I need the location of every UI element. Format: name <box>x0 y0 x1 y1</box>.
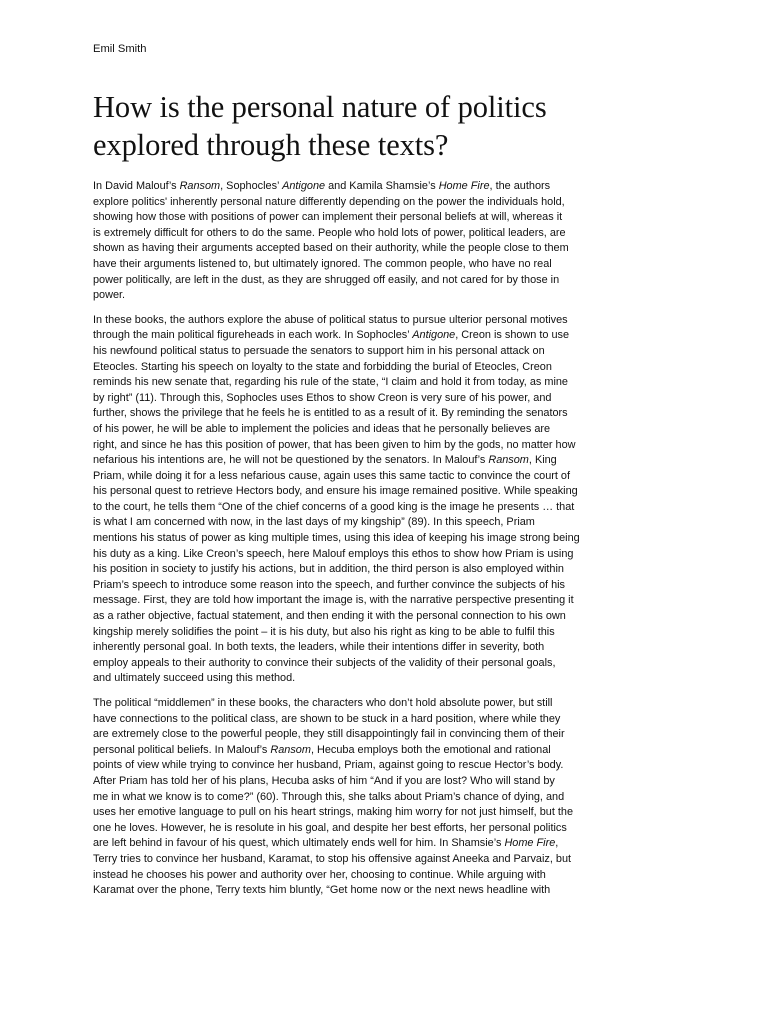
body-text: showing how those with positions of power can implement their personal beliefs at will, whereas it <box>93 211 563 224</box>
paragraph-line <box>93 241 658 257</box>
body-text: After Priam has told her of his plans, Hecuba asks of him “And if you are lost? Who will stand by <box>93 774 555 787</box>
body-text: his duty as a king. Like Creon’s speech, here Malouf employs this ethos to show how Priam is using <box>93 547 574 560</box>
body-text: further, shows the privilege that he feels he is entitled to as a result of it. By reminding the senators <box>93 407 568 420</box>
paragraph-line <box>93 696 658 712</box>
body-text: inherently personal goal. In both texts, the leaders, while their intentions differ in severity, both <box>93 641 545 654</box>
body-text: Priam’s speech to introduce some reason into the speech, and further convince the subjects of his <box>93 578 565 591</box>
body-text: right, and since he has this position of power, that has been given to him by the gods, no matter how <box>93 438 576 451</box>
body-text: In these books, the authors explore the abuse of political status to pursue ulterior personal motives <box>93 313 568 326</box>
paragraph-line <box>93 210 658 226</box>
paragraph-line <box>93 625 658 641</box>
paragraph-line <box>93 671 658 687</box>
paragraph-line <box>93 593 658 609</box>
paragraph-line <box>93 469 658 485</box>
paragraph-line <box>93 313 658 329</box>
italic-title-text: Antigone <box>412 329 456 342</box>
paragraph-line <box>93 609 658 625</box>
italic-title-text: Home Fire <box>438 180 490 192</box>
body-text: as a rather objective, factual statement, and then ending it with the personal connection to his own <box>93 610 566 623</box>
paragraph-line <box>93 273 658 289</box>
body-text: explore politics' inherently personal nature differently depending on the power the individuals hold, <box>93 195 565 208</box>
body-text: through the main political figureheads in each work. In Sophocles’ <box>93 329 413 342</box>
body-text: reminds his new senate that, regarding his rule of the state, “I claim and hold it from today, as mine <box>93 376 568 389</box>
paragraph-line <box>93 712 658 728</box>
body-text: nefarious his intentions are, he will not be questioned by the senators. In Malouf’s <box>93 454 489 467</box>
paragraph-line <box>93 821 658 837</box>
paragraph-line <box>93 640 658 656</box>
paragraph-line <box>93 226 658 242</box>
body-text: , the authors <box>489 180 551 192</box>
paragraph-line <box>93 391 658 407</box>
title-line: explored through these texts? <box>93 128 449 162</box>
body-text: , Sophocles’ <box>220 180 283 192</box>
paragraph-line <box>93 758 658 774</box>
body-text: personal political beliefs. In Malouf’s <box>93 743 271 756</box>
paragraph-line <box>93 179 658 195</box>
paragraph-line <box>93 484 658 500</box>
paragraph-line <box>93 578 658 594</box>
paragraph-line <box>93 531 658 547</box>
body-text: employ appeals to their authority to convince their subjects of the validity of their personal goals, <box>93 656 556 669</box>
paragraph-line <box>93 453 658 469</box>
body-text: of his power, he will be able to implement the policies and ideas that he personally believes are <box>93 422 551 435</box>
paragraph-line <box>93 344 658 360</box>
paragraph-line <box>93 743 658 759</box>
body-text: shown as having their arguments accepted based on their authority, while the people close to them <box>93 242 569 255</box>
paragraph-line <box>93 422 658 438</box>
paragraph-line <box>93 562 658 578</box>
title-line: How is the personal nature of politics <box>93 90 547 124</box>
body-text: his personal quest to retrieve Hectors body, and ensure his image remained positive. While speaking <box>93 485 578 498</box>
paragraph-line <box>93 836 658 852</box>
body-text: to the court, he tells them “One of the chief concerns of a good king is the image he presents … that <box>93 500 575 513</box>
italic-title-text: Home Fire <box>504 837 556 850</box>
paragraph-line <box>93 868 658 884</box>
body-text: power politically, are left in the dust, as they are shrugged off easily, and not cared for by those in <box>93 273 560 286</box>
body-text: , King <box>528 454 557 467</box>
body-text: uses her emotive language to pull on his heart strings, making him worry for not just himself, but the <box>93 806 574 819</box>
italic-title-text: Antigone <box>282 180 326 192</box>
body-text: , <box>555 837 559 850</box>
paragraph <box>93 179 658 304</box>
paragraph-line <box>93 883 658 899</box>
body-text: and Kamila Shamsie’s <box>325 180 439 192</box>
body-text: power. <box>93 289 126 302</box>
body-text: , Hecuba employs both the emotional and rational <box>310 743 551 756</box>
body-text: are extremely close to the powerful people, they still disappointingly fail in convincing them of their <box>93 728 565 741</box>
paragraph-line <box>93 406 658 422</box>
paragraph-line <box>93 774 658 790</box>
body-text: one he loves. However, he is resolute in his goal, and despite her best efforts, her personal politics <box>93 821 567 834</box>
italic-title-text: Ransom <box>270 743 311 756</box>
paragraph-line <box>93 852 658 868</box>
paragraph-line <box>93 727 658 743</box>
body-text: me in what we know is to come?” (60). Through this, she talks about Priam’s chance of dying, and <box>93 790 565 803</box>
paragraph-line <box>93 656 658 672</box>
paragraph-line <box>93 500 658 516</box>
essay-title <box>93 88 658 164</box>
body-text: points of view while trying to convince her husband, Priam, against going to rescue Hector’s body. <box>93 759 564 772</box>
body-text: kingship merely solidifies the point – it is his duty, but also his right as king to be able to fulfil this <box>93 625 555 638</box>
body-text: are left behind in favour of his quest, which ultimately ends well for him. In Shamsie’s <box>93 837 505 850</box>
author-name: Emil Smith <box>93 43 147 55</box>
paragraph-line <box>93 360 658 376</box>
body-text: In David Malouf’s <box>93 180 180 192</box>
paragraph-line <box>93 257 658 273</box>
body-text: his newfound political status to persuade the senators to support him in his personal attack on <box>93 344 545 357</box>
italic-title-text: Ransom <box>179 180 221 192</box>
essay-body <box>93 179 658 899</box>
italic-title-text: Ransom <box>488 454 529 467</box>
body-text: message. First, they are told how important the image is, with the narrative perspective presenting it <box>93 594 574 607</box>
paragraph-line <box>93 438 658 454</box>
paragraph-line <box>93 288 658 304</box>
body-text: is what I am concerned with now, in the last days of my kingship” (89). In this speech, Priam <box>93 516 535 529</box>
body-text: The political “middlemen” in these books, the characters who don’t hold absolute power, but still <box>93 697 553 709</box>
body-text: have connections to the political class, are shown to be stuck in a hard position, where while they <box>93 712 561 725</box>
paragraph-line <box>93 328 658 344</box>
body-text: , Creon is shown to use <box>455 329 570 342</box>
paragraph-line <box>93 790 658 806</box>
body-text: mentions his status of power as king multiple times, using this idea of keeping his image strong being <box>93 532 580 545</box>
paragraph-line <box>93 375 658 391</box>
body-text: Karamat over the phone, Terry texts him bluntly, “Get home now or the next news headline with <box>93 884 551 897</box>
body-text: by right” (11). Through this, Sophocles uses Ethos to show Creon is very sure of his power, and <box>93 391 552 404</box>
body-text: and ultimately succeed using this method. <box>93 672 296 685</box>
body-text: have their arguments listened to, but ultimately ignored. The common people, who have no real <box>93 257 552 270</box>
paragraph <box>93 696 658 899</box>
body-text: Eteocles. Starting his speech on loyalty to the state and forbidding the burial of Eteocles, Creon <box>93 360 552 373</box>
body-text: his position in society to justify his actions, but in addition, the third person is also employed within <box>93 563 564 576</box>
body-text: is extremely difficult for others to do the same. People who hold lots of power, political leaders, are <box>93 226 566 239</box>
body-text: Terry tries to convince her husband, Karamat, to stop his offensive against Aneeka and Parvaiz, but <box>93 852 572 865</box>
body-text: instead he chooses his power and authority over her, choosing to continue. While arguing with <box>93 868 546 881</box>
body-text: Priam, while doing it for a less nefarious cause, again uses this same tactic to convince the court of <box>93 469 571 482</box>
paragraph-line <box>93 805 658 821</box>
paragraph-line <box>93 515 658 531</box>
paragraph <box>93 313 658 687</box>
paragraph-line <box>93 195 658 211</box>
paragraph-line <box>93 547 658 563</box>
